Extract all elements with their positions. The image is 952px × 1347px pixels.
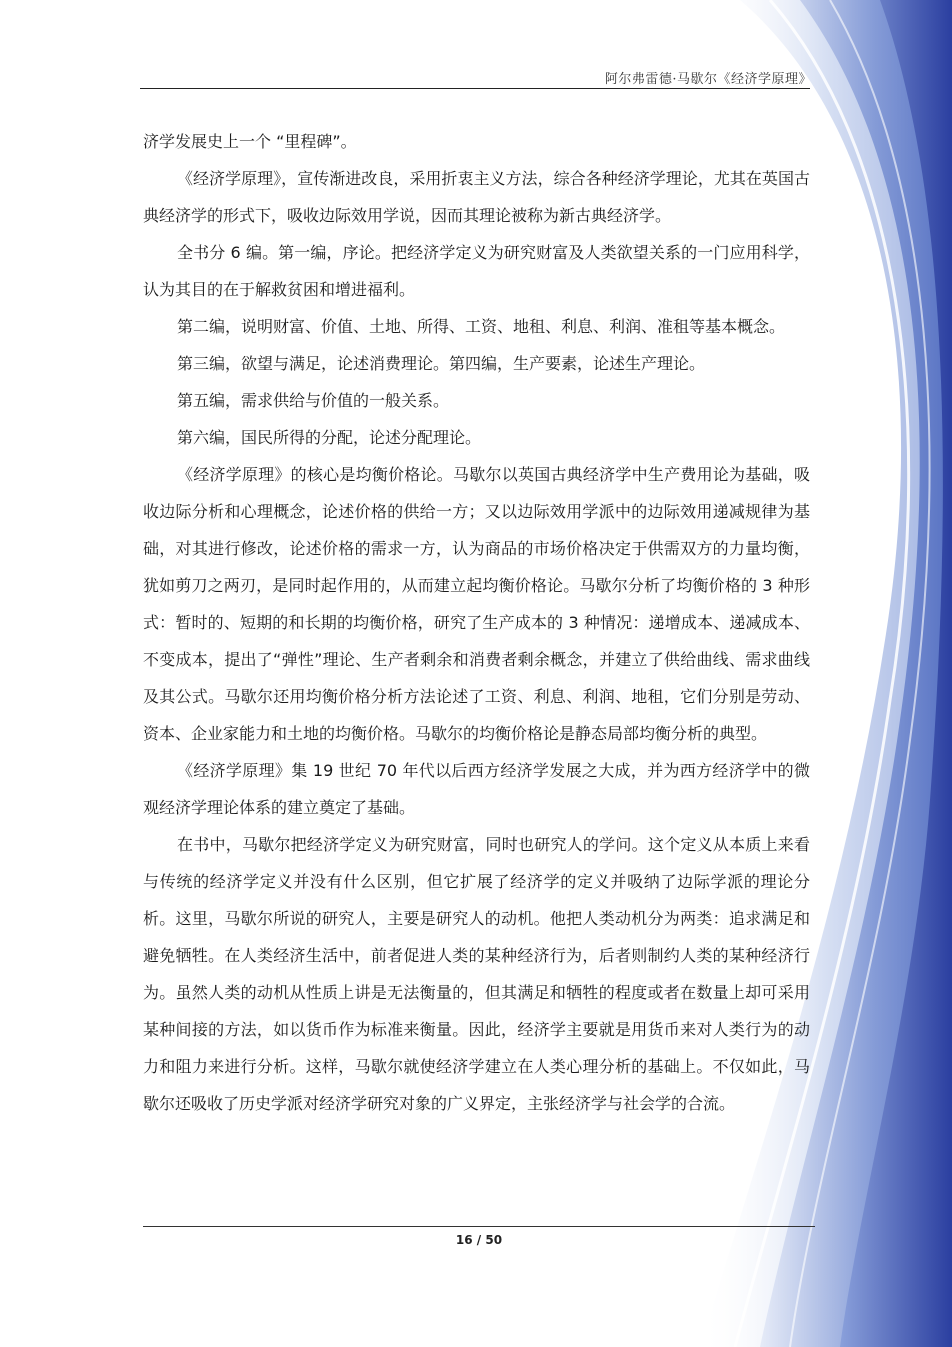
paragraph: 《经济学原理》集 19 世纪 70 年代以后西方经济学发展之大成，并为西方经济学中的微观经济学理论体系的建立奠定了基础。 <box>143 761 810 817</box>
paragraph: 《经济学原理》的核心是均衡价格论。马歇尔以英国古典经济学中生产费用论为基础，吸收边际分析和心理概念，论述价格的供给一方；又以边际效用学派中的边际效用递减规律为基础，对其进行修改，论述价格的需求一方，认为商品的市场价格决定于供需双方的力量均衡，犹如剪刀之两刃，是同时起作用的，从而建立起均衡价格论。马歇尔分析了均衡价格的 3 种形式：暂时的、短期的和长期的均衡价格，研究了生产成本的 3 种情况：递增成本、递减成本、不变成本，提出了“弹性”理论、生产者剩余和消费者剩余概念，并建立了供给曲线、需求曲线及其公式。马歇尔还用均衡价格分析方法论述了工资、利息、利润、地租，它们分别是劳动、资本、企业家能力和土地的均衡价格。马歇尔的均衡价格论是静态局部均衡分析的典型。 <box>143 465 810 743</box>
paragraph: 第六编，国民所得的分配，论述分配理论。 <box>177 428 482 447</box>
header-title: 阿尔弗雷德·马歇尔《经济学原理》 <box>604 72 812 87</box>
paragraph: 《经济学原理》，宣传渐进改良，采用折衷主义方法，综合各种经济学理论，尤其在英国古典经济学的形式下，吸收边际效用学说，因而其理论被称为新古典经济学。 <box>143 169 810 225</box>
paragraph: 济学发展史上一个 “里程碑”。 <box>143 132 357 151</box>
document-body <box>143 123 810 1122</box>
paragraph: 第五编，需求供给与价值的一般关系。 <box>177 391 450 410</box>
paragraph: 第三编，欲望与满足，论述消费理论。第四编，生产要素，论述生产理论。 <box>177 354 706 373</box>
paragraph: 第二编，说明财富、价值、土地、所得、工资、地租、利息、利润、准租等基本概念。 <box>177 317 786 336</box>
paragraph: 在书中，马歇尔把经济学定义为研究财富，同时也研究人的学问。这个定义从本质上来看与传统的经济学定义并没有什么区别，但它扩展了经济学的定义并吸纳了边际学派的理论分析。这里，马歇尔所说的研究人，主要是研究人的动机。他把人类动机分为两类：追求满足和避免牺牲。在人类经济生活中，前者促进人类的某种经济行为，后者则制约人类的某种经济行为。虽然人类的动机从性质上讲是无法衡量的，但其满足和牺牲的程度或者在数量上却可采用某种间接的方法，如以货币作为标准来衡量。因此，经济学主要就是用货币来对人类行为的动力和阻力来进行分析。这样，马歇尔就使经济学建立在人类心理分析的基础上。不仅如此，马歇尔还吸收了历史学派对经济学研究对象的广义界定，主张经济学与社会学的合流。 <box>143 835 810 1113</box>
page-number: 16 / 50 <box>455 1233 503 1247</box>
header-divider <box>140 88 810 89</box>
paragraph: 全书分 6 编。第一编，序论。把经济学定义为研究财富及人类欲望关系的一门应用科学，认为其目的在于解救贫困和增进福利。 <box>143 243 810 299</box>
footer-divider <box>143 1226 815 1227</box>
